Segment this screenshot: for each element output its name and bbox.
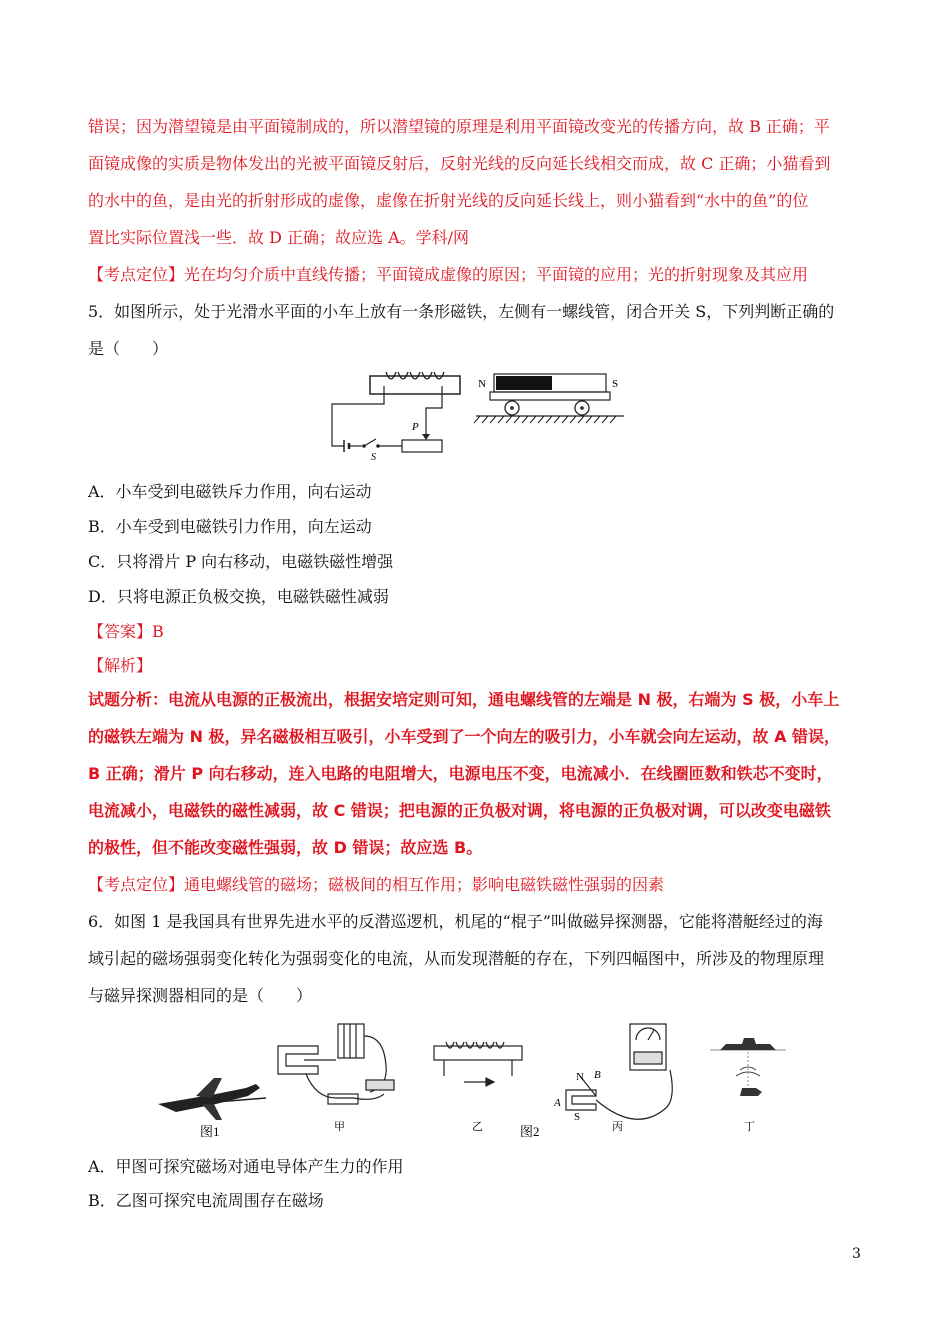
bing-a-label: A — [554, 1097, 561, 1109]
q5-stem-line-2: 是（ ） — [88, 339, 169, 358]
q5-stem-line-1: 5．如图所示，处于光滑水平面的小车上放有一条形磁铁，左侧有一螺线管，闭合开关 S，下列判断正确的 — [88, 302, 835, 321]
yi-label: 乙 — [472, 1121, 483, 1133]
bing-b-label: B — [594, 1069, 601, 1081]
bing-s-label: S — [574, 1111, 581, 1123]
q5-jiexi-title: 【解析】 — [88, 656, 153, 675]
prev-analysis-line-4: 置比实际位置浅一些．故 D 正确；故应选 A。学科/网 — [88, 228, 470, 247]
prev-analysis-line-3: 的水中的鱼，是由光的折射形成的虚像，虚像在折射光线的反向延长线上，则小猫看到“水中的鱼”的位 — [88, 191, 809, 210]
q5-answer: 【答案】B — [88, 622, 164, 641]
q5-switch-label: S — [371, 452, 376, 463]
bing-label: 丙 — [612, 1121, 623, 1133]
q5-option-b: B．小车受到电磁铁引力作用，向左运动 — [88, 517, 372, 536]
q6-figures — [156, 1016, 796, 1142]
prev-kaodian: 【考点定位】光在均匀介质中直线传播；平面镜成虚像的原因；平面镜的应用；光的折射现象及其应用 — [88, 265, 809, 284]
q5-figure-solenoid-cart — [326, 366, 626, 466]
ding-ship-sonar — [710, 1038, 786, 1096]
ding-label: 丁 — [744, 1121, 755, 1133]
q6-stem-line-3: 与磁异探测器相同的是（ ） — [88, 986, 313, 1005]
q5-analysis-line-3: B 正确；滑片 P 向右移动，连入电路的电阻增大，电源电压不变，电流减小．在线圈匝数和铁芯不变时， — [88, 764, 833, 783]
q5-magnet-s-label: S — [612, 378, 619, 390]
q6-stem-line-1: 6．如图 1 是我国具有世界先进水平的反潜巡逻机，机尾的“棍子”叫做磁异探测器，它能将潜艇经过的海 — [88, 912, 823, 931]
patrol-aircraft-icon — [158, 1078, 266, 1120]
q5-kaodian: 【考点定位】通电螺线管的磁场；磁极间的相互作用；影响电磁铁磁性强弱的因素 — [88, 875, 665, 894]
yi-apparatus — [434, 1042, 522, 1086]
q5-analysis-line-4: 电流减小，电磁铁的磁性减弱，故 C 错误；把电源的正负极对调，将电源的正负极对调，可以改变电磁铁 — [88, 801, 831, 820]
q5-slider-label: P — [412, 421, 419, 433]
jia-apparatus — [278, 1024, 394, 1104]
q6-option-a: A．甲图可探究磁场对通电导体产生力的作用 — [88, 1157, 404, 1176]
q5-analysis-line-1: 试题分析：电流从电源的正极流出，根据安培定则可知，通电螺线管的左端是 N 极，右端为 S 极，小车上 — [88, 690, 840, 709]
q5-magnet-n-label: N — [478, 378, 486, 390]
page-number: 3 — [852, 1246, 861, 1262]
q6-option-b: B．乙图可探究电流周围存在磁场 — [88, 1191, 324, 1210]
q5-analysis-line-2: 的磁铁左端为 N 极，异名磁极相互吸引，小车受到了一个向左的吸引力，小车就会向左运动，故 A 错误， — [88, 727, 841, 746]
fig2-label: 图2 — [520, 1124, 540, 1139]
q5-analysis-line-5: 的极性，但不能改变磁性强弱，故 D 错误；故应选 B。 — [88, 838, 483, 857]
q5-option-a: A．小车受到电磁铁斥力作用，向右运动 — [88, 482, 372, 501]
jia-label: 甲 — [334, 1121, 345, 1133]
bing-n-label: N — [576, 1071, 584, 1083]
q5-option-d: D．只将电源正负极交换，电磁铁磁性减弱 — [88, 587, 389, 606]
fig1-label: 图1 — [200, 1124, 220, 1139]
prev-analysis-line-2: 面镜成像的实质是物体发出的光被平面镜反射后，反射光线的反向延长线相交而成，故 C 正确；小猫看到 — [88, 154, 831, 173]
q5-option-c: C．只将滑片 P 向右移动，电磁铁磁性增强 — [88, 552, 394, 571]
prev-analysis-line-1: 错误；因为潜望镜是由平面镜制成的，所以潜望镜的原理是利用平面镜改变光的传播方向，故 B 正确；平 — [88, 117, 830, 136]
q6-stem-line-2: 域引起的磁场强弱变化转化为强弱变化的电流，从而发现潜艇的存在，下列四幅图中，所涉及的物理原理 — [88, 949, 825, 968]
